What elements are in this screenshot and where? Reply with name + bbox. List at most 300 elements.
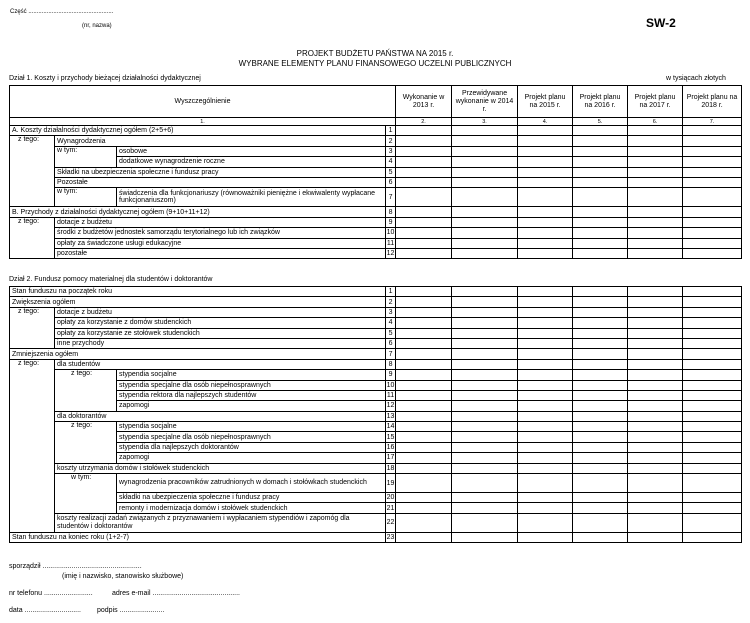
row-number: 7 (386, 188, 396, 207)
row-label: remonty i modernizacja domów i stołówek studenckich (117, 503, 386, 513)
value-cell[interactable] (396, 217, 452, 227)
value-cell[interactable] (628, 453, 683, 463)
row-label: B. Przychody z działalności dydaktycznej ogółem (9+10+11+12) (10, 207, 386, 217)
value-cell[interactable] (683, 188, 742, 207)
value-cell[interactable] (518, 422, 573, 432)
table-row (10, 513, 742, 532)
value-cell[interactable] (628, 513, 683, 532)
value-cell[interactable] (683, 328, 742, 338)
row-label: dla studentów (55, 359, 386, 369)
value-cell[interactable] (683, 493, 742, 503)
value-cell[interactable] (573, 307, 628, 317)
table-row (10, 146, 742, 156)
row-number: 17 (386, 454, 395, 462)
row-label: opłaty za korzystanie z domów studenckich (55, 318, 386, 328)
value-cell[interactable] (396, 207, 452, 217)
value-cell[interactable] (573, 503, 628, 513)
value-cell[interactable] (683, 238, 742, 248)
table-row (10, 474, 742, 493)
value-cell[interactable] (573, 297, 628, 307)
value-cell[interactable] (452, 238, 518, 248)
value-cell[interactable] (573, 370, 628, 380)
value-cell[interactable] (628, 370, 683, 380)
row-number: 13 (386, 412, 395, 420)
value-cell[interactable] (518, 474, 573, 493)
value-cell[interactable] (573, 167, 628, 177)
table-row (10, 401, 742, 411)
value-cell[interactable] (518, 532, 573, 542)
value-cell[interactable] (573, 401, 628, 411)
row-label: dotacje z budżetu (55, 217, 386, 227)
value-cell[interactable] (628, 390, 683, 400)
row-label: świadczenia dla funkcjonariuszy (równoważniki pieniężne i ekwiwalenty wypłacane funkcjonariuszom) (117, 188, 386, 207)
value-cell[interactable] (628, 432, 683, 442)
value-cell[interactable] (573, 146, 628, 156)
value-cell[interactable] (628, 287, 683, 297)
value-cell[interactable] (573, 493, 628, 503)
value-cell[interactable] (573, 380, 628, 390)
group-label: w tym: (55, 188, 117, 207)
value-cell[interactable] (452, 422, 518, 432)
row-label: zapomogi (117, 401, 386, 411)
value-cell[interactable] (518, 463, 573, 473)
value-cell[interactable] (683, 359, 742, 369)
row-label: Wynagrodzenia (55, 136, 386, 146)
table-row (10, 328, 742, 338)
value-cell[interactable] (683, 453, 742, 463)
value-cell[interactable] (452, 157, 518, 167)
value-cell[interactable] (573, 287, 628, 297)
value-cell[interactable] (396, 380, 452, 390)
col-number-6: 6. (628, 118, 683, 126)
table-row (10, 493, 742, 503)
value-cell[interactable] (683, 463, 742, 473)
table-row (10, 228, 742, 238)
value-cell[interactable] (628, 474, 683, 493)
value-cell[interactable] (518, 493, 573, 503)
value-cell[interactable] (396, 401, 452, 411)
value-cell[interactable] (452, 307, 518, 317)
value-cell[interactable] (628, 157, 683, 167)
value-cell[interactable] (573, 422, 628, 432)
value-cell[interactable] (452, 136, 518, 146)
value-cell[interactable] (573, 390, 628, 400)
value-cell[interactable] (396, 463, 452, 473)
table-row (10, 157, 742, 167)
value-cell[interactable] (396, 390, 452, 400)
value-cell[interactable] (683, 401, 742, 411)
value-cell[interactable] (518, 513, 573, 532)
value-cell[interactable] (573, 349, 628, 359)
row-number: 8 (386, 359, 396, 369)
group-label: w tym: (55, 146, 117, 167)
value-cell[interactable] (452, 338, 518, 348)
col-number-3: 3. (452, 118, 518, 126)
table-row (10, 307, 742, 317)
row-label: Pozostałe (55, 177, 386, 187)
value-cell[interactable] (573, 432, 628, 442)
value-cell[interactable] (452, 493, 518, 503)
part-label-text: Część (10, 9, 27, 15)
value-cell[interactable] (452, 463, 518, 473)
title-line1: PROJEKT BUDŻETU PAŃSTWA NA 2015 r. (296, 49, 454, 58)
value-cell[interactable] (573, 177, 628, 187)
value-cell[interactable] (628, 217, 683, 227)
value-cell[interactable] (518, 380, 573, 390)
section1-unit: w tysiącach złotych (666, 75, 726, 82)
table-row (10, 370, 742, 380)
value-cell[interactable] (683, 167, 742, 177)
value-cell[interactable] (628, 136, 683, 146)
row-label: Stan funduszu na początek roku (10, 287, 386, 297)
value-cell[interactable] (683, 503, 742, 513)
value-cell[interactable] (452, 146, 518, 156)
value-cell[interactable] (628, 422, 683, 432)
value-cell[interactable] (683, 380, 742, 390)
col-header-2014: Przewidywane wykonanie w 2014 r. (452, 86, 518, 118)
row-number: 18 (386, 464, 395, 472)
group-label: z tego: (10, 136, 55, 207)
row-label: stypendia specjalne dla osób niepełnosprawnych (117, 380, 386, 390)
value-cell[interactable] (628, 126, 683, 136)
value-cell[interactable] (573, 248, 628, 258)
value-cell[interactable] (396, 474, 452, 493)
value-cell[interactable] (683, 442, 742, 452)
value-cell[interactable] (452, 287, 518, 297)
value-cell[interactable] (573, 328, 628, 338)
value-cell[interactable] (573, 411, 628, 421)
row-number: 3 (386, 307, 396, 317)
value-cell[interactable] (628, 349, 683, 359)
row-number: 2 (386, 297, 396, 307)
value-cell[interactable] (396, 532, 452, 542)
value-cell[interactable] (573, 188, 628, 207)
table-row (10, 463, 742, 473)
section1-table (9, 85, 742, 259)
value-cell[interactable] (683, 207, 742, 217)
value-cell[interactable] (628, 442, 683, 452)
value-cell[interactable] (396, 442, 452, 452)
group-label: z tego: (55, 370, 117, 412)
value-cell[interactable] (518, 359, 573, 369)
value-cell[interactable] (573, 338, 628, 348)
value-cell[interactable] (396, 432, 452, 442)
value-cell[interactable] (573, 474, 628, 493)
value-cell[interactable] (573, 318, 628, 328)
table-row (10, 287, 742, 297)
value-cell[interactable] (396, 167, 452, 177)
value-cell[interactable] (396, 136, 452, 146)
value-cell[interactable] (396, 146, 452, 156)
value-cell[interactable] (683, 432, 742, 442)
value-cell[interactable] (628, 503, 683, 513)
value-cell[interactable] (452, 126, 518, 136)
value-cell[interactable] (518, 401, 573, 411)
value-cell[interactable] (452, 359, 518, 369)
row-label: Zwiększenia ogółem (10, 297, 386, 307)
value-cell[interactable] (452, 401, 518, 411)
value-cell[interactable] (683, 349, 742, 359)
value-cell[interactable] (396, 370, 452, 380)
value-cell[interactable] (452, 380, 518, 390)
value-cell[interactable] (518, 432, 573, 442)
value-cell[interactable] (628, 338, 683, 348)
value-cell[interactable] (518, 207, 573, 217)
value-cell[interactable] (683, 157, 742, 167)
signature-field: podpis ....................... (97, 607, 165, 614)
value-cell[interactable] (518, 136, 573, 146)
value-cell[interactable] (518, 126, 573, 136)
value-cell[interactable] (452, 432, 518, 442)
section1-title: Dział 1. Koszty i przychody bieżącej działalności dydaktycznej (9, 75, 201, 82)
table-row (10, 188, 742, 207)
value-cell[interactable] (396, 307, 452, 317)
title-line2: WYBRANE ELEMENTY PLANU FINANSOWEGO UCZELNI PUBLICZNYCH (238, 59, 512, 68)
value-cell[interactable] (518, 248, 573, 258)
value-cell[interactable] (396, 349, 452, 359)
col-header-2016: Projekt planu na 2016 r. (573, 86, 628, 118)
value-cell[interactable] (573, 359, 628, 369)
value-cell[interactable] (628, 146, 683, 156)
value-cell[interactable] (628, 463, 683, 473)
value-cell[interactable] (452, 328, 518, 338)
table-row (10, 442, 742, 452)
value-cell[interactable] (396, 238, 452, 248)
table-row (10, 136, 742, 146)
value-cell[interactable] (573, 442, 628, 452)
row-label: Stan funduszu na koniec roku (1+2-7) (10, 532, 386, 542)
value-cell[interactable] (518, 146, 573, 156)
value-cell[interactable] (518, 188, 573, 207)
value-cell[interactable] (628, 177, 683, 187)
value-cell[interactable] (518, 177, 573, 187)
value-cell[interactable] (518, 411, 573, 421)
value-cell[interactable] (518, 442, 573, 452)
value-cell[interactable] (628, 188, 683, 207)
value-cell[interactable] (628, 167, 683, 177)
group-label: z tego: (55, 422, 117, 464)
value-cell[interactable] (452, 513, 518, 532)
row-number: 19 (386, 474, 396, 493)
value-cell[interactable] (396, 493, 452, 503)
row-label: stypendia socjalne (117, 422, 386, 432)
value-cell[interactable] (396, 411, 452, 421)
value-cell[interactable] (683, 390, 742, 400)
value-cell[interactable] (683, 217, 742, 227)
row-number: 4 (386, 157, 396, 167)
row-number: 10 (386, 229, 395, 237)
row-number: 9 (386, 370, 396, 380)
value-cell[interactable] (518, 349, 573, 359)
value-cell[interactable] (628, 532, 683, 542)
col-number-7: 7. (683, 118, 742, 126)
value-cell[interactable] (518, 503, 573, 513)
value-cell[interactable] (628, 359, 683, 369)
value-cell[interactable] (683, 248, 742, 258)
row-number: 10 (386, 381, 395, 389)
value-cell[interactable] (573, 453, 628, 463)
value-cell[interactable] (396, 287, 452, 297)
row-label: środki z budżetów jednostek samorządu terytorialnego lub ich związków (55, 228, 386, 238)
value-cell[interactable] (628, 380, 683, 390)
value-cell[interactable] (518, 328, 573, 338)
value-cell[interactable] (518, 297, 573, 307)
value-cell[interactable] (683, 297, 742, 307)
row-label: A. Koszty działalności dydaktycznej ogółem (2+5+6) (10, 126, 386, 136)
value-cell[interactable] (683, 370, 742, 380)
value-cell[interactable] (452, 318, 518, 328)
value-cell[interactable] (452, 453, 518, 463)
value-cell[interactable] (452, 177, 518, 187)
value-cell[interactable] (452, 217, 518, 227)
value-cell[interactable] (628, 297, 683, 307)
row-number: 6 (386, 338, 396, 348)
value-cell[interactable] (683, 287, 742, 297)
table-row (10, 248, 742, 258)
value-cell[interactable] (518, 217, 573, 227)
table-row (10, 390, 742, 400)
value-cell[interactable] (628, 411, 683, 421)
value-cell[interactable] (452, 370, 518, 380)
value-cell[interactable] (683, 411, 742, 421)
value-cell[interactable] (518, 238, 573, 248)
value-cell[interactable] (573, 238, 628, 248)
value-cell[interactable] (452, 349, 518, 359)
value-cell[interactable] (573, 463, 628, 473)
value-cell[interactable] (396, 177, 452, 187)
value-cell[interactable] (518, 370, 573, 380)
value-cell[interactable] (573, 207, 628, 217)
value-cell[interactable] (452, 188, 518, 207)
value-cell[interactable] (628, 238, 683, 248)
value-cell[interactable] (683, 126, 742, 136)
value-cell[interactable] (573, 228, 628, 238)
value-cell[interactable] (683, 136, 742, 146)
value-cell[interactable] (573, 532, 628, 542)
value-cell[interactable] (683, 177, 742, 187)
value-cell[interactable] (452, 390, 518, 400)
value-cell[interactable] (452, 442, 518, 452)
prepared-hint: (imię i nazwisko, stanowisko służbowe) (62, 573, 184, 580)
table-row (10, 359, 742, 369)
value-cell[interactable] (683, 532, 742, 542)
value-cell[interactable] (683, 318, 742, 328)
row-label: koszty utrzymania domów i stołówek studenckich (55, 463, 386, 473)
table-row (10, 217, 742, 227)
value-cell[interactable] (628, 493, 683, 503)
value-cell[interactable] (396, 422, 452, 432)
part-dots: ................................................... (28, 9, 114, 15)
value-cell[interactable] (683, 338, 742, 348)
value-cell[interactable] (452, 532, 518, 542)
table-row (10, 338, 742, 348)
col-header-description: Wyszczególnienie (10, 86, 396, 118)
value-cell[interactable] (396, 297, 452, 307)
row-label: zapomogi (117, 453, 386, 463)
value-cell[interactable] (396, 318, 452, 328)
value-cell[interactable] (396, 126, 452, 136)
value-cell[interactable] (396, 338, 452, 348)
value-cell[interactable] (573, 136, 628, 146)
value-cell[interactable] (518, 287, 573, 297)
value-cell[interactable] (518, 167, 573, 177)
value-cell[interactable] (452, 228, 518, 238)
row-label: inne przychody (55, 338, 386, 348)
value-cell[interactable] (518, 228, 573, 238)
table-row (10, 126, 742, 136)
row-number: 1 (386, 126, 396, 136)
value-cell[interactable] (452, 503, 518, 513)
value-cell[interactable] (452, 207, 518, 217)
row-label: stypendia rektora dla najlepszych studentów (117, 390, 386, 400)
value-cell[interactable] (396, 328, 452, 338)
value-cell[interactable] (628, 401, 683, 411)
value-cell[interactable] (518, 318, 573, 328)
value-cell[interactable] (683, 307, 742, 317)
table-row (10, 297, 742, 307)
value-cell[interactable] (628, 307, 683, 317)
value-cell[interactable] (452, 297, 518, 307)
section2-table (9, 286, 742, 543)
value-cell[interactable] (518, 453, 573, 463)
row-number: 2 (386, 136, 396, 146)
row-label: składki na ubezpieczenia społeczne i fundusz pracy (117, 493, 386, 503)
value-cell[interactable] (396, 513, 452, 532)
value-cell[interactable] (683, 146, 742, 156)
value-cell[interactable] (452, 474, 518, 493)
value-cell[interactable] (573, 217, 628, 227)
value-cell[interactable] (396, 359, 452, 369)
value-cell[interactable] (518, 338, 573, 348)
value-cell[interactable] (683, 513, 742, 532)
email-field: adres e-mail ............................................. (112, 590, 240, 597)
value-cell[interactable] (396, 188, 452, 207)
value-cell[interactable] (683, 474, 742, 493)
col-header-2015: Projekt planu na 2015 r. (518, 86, 573, 118)
date-field: data ............................. (9, 607, 81, 614)
value-cell[interactable] (628, 328, 683, 338)
value-cell[interactable] (452, 167, 518, 177)
value-cell[interactable] (518, 157, 573, 167)
value-cell[interactable] (573, 126, 628, 136)
row-number: 12 (386, 250, 395, 258)
row-label: osobowe (117, 146, 386, 156)
value-cell[interactable] (628, 248, 683, 258)
row-label: dla doktorantów (55, 411, 386, 421)
value-cell[interactable] (396, 248, 452, 258)
value-cell[interactable] (518, 390, 573, 400)
value-cell[interactable] (396, 228, 452, 238)
row-number: 14 (386, 423, 395, 431)
value-cell[interactable] (452, 248, 518, 258)
value-cell[interactable] (628, 318, 683, 328)
value-cell[interactable] (683, 422, 742, 432)
value-cell[interactable] (628, 228, 683, 238)
value-cell[interactable] (396, 453, 452, 463)
value-cell[interactable] (573, 157, 628, 167)
value-cell[interactable] (683, 228, 742, 238)
value-cell[interactable] (396, 503, 452, 513)
value-cell[interactable] (628, 207, 683, 217)
value-cell[interactable] (396, 157, 452, 167)
group-label: z tego: (10, 217, 55, 259)
value-cell[interactable] (518, 307, 573, 317)
table-row (10, 411, 742, 421)
value-cell[interactable] (452, 411, 518, 421)
col-number-4: 4. (518, 118, 573, 126)
value-cell[interactable] (573, 513, 628, 532)
row-label: koszty realizacji zadań związanych z przyznawaniem i wypłacaniem stypendiów i zapomóg dla studentów i doktorantów (55, 513, 386, 532)
